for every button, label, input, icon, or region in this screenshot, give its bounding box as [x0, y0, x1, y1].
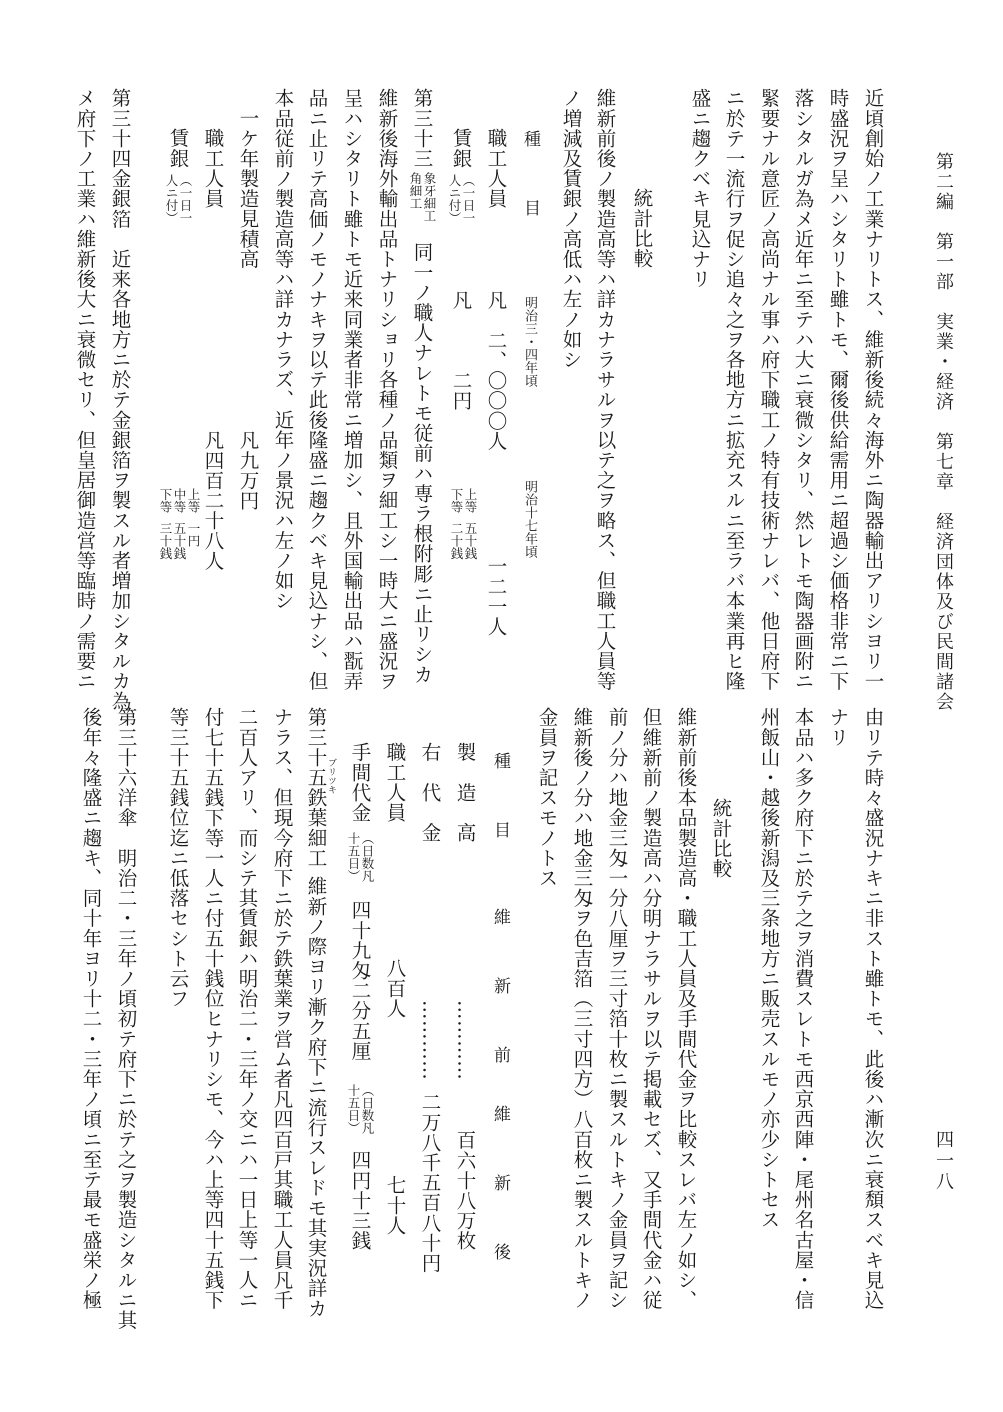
text-column: 但維新前ノ製造高ハ分明ナラサルヲ以テ掲載セズ、又手間代金ハ従 [639, 707, 663, 1310]
table-cell: 七十人 [383, 1175, 407, 1236]
table-cell: 二万八千五百八十円 [418, 1092, 442, 1273]
text-column: ナリ [826, 707, 850, 748]
text-column: 維新前後本品製造高・職工人員及手間代金ヲ比較スレバ左ノ如シ、 [674, 707, 698, 1310]
table-header-period: 維 新 前 [490, 908, 510, 1069]
text-column: 前ノ分ハ地金三匁一分八厘ヲ三寸箔十枚ニ製スルトキノ金員ヲ記シ [605, 707, 629, 1310]
text-column: 金員ヲ記スモノトス [535, 707, 559, 888]
table-cell: ………… [453, 1000, 477, 1081]
text-column: 近頃創始ノ工業ナリトス、維新後続々海外ニ陶器輸出アリシヨリ一 [861, 88, 885, 691]
table-header-item: 種 目 [520, 130, 540, 222]
section-number: 第三十五鉄葉細工 [304, 707, 328, 868]
text-column: 後年々隆盛ニ趨キ、同十年ヨリ十二・三年ノ頃ニ至テ最モ盛栄ノ極 [79, 707, 103, 1310]
table-row-label: 賃銀 [449, 128, 473, 169]
text-column: 品ニ止リテ高価ノモノナキヲ以テ此後隆盛ニ趨クベキ見込ナシ、但 [305, 88, 329, 691]
text-column: メ府下ノ工業ハ維新後大ニ衰微セリ、但皇居御造営等臨時ノ需要ニ [73, 88, 97, 691]
annotation-note: （一日一 人ニ付） [164, 174, 193, 224]
section-subtitle: 象牙細工 角細工 [408, 172, 437, 222]
table-header-item: 種 目 [490, 752, 510, 844]
table-cell: 百六十八万枚 [453, 1130, 477, 1251]
table-cell: 凡 二円 [449, 290, 473, 411]
grade-values: 五十銭 二十銭 [449, 522, 478, 560]
text-column: ナラス、但現今府下ニ於テ鉄葉業ヲ営ム者凡四百戸其職工人員凡千 [270, 707, 294, 1310]
table-cell: 凡 二、〇〇〇人 [484, 290, 508, 451]
table-row-label: 右 代 金 [418, 742, 442, 843]
table-row-label: 職工人員 [484, 128, 508, 209]
text-column: 本品ハ多ク府下ニ於テ之ヲ消費スレトモ西京西陣・尾州名古屋・信 [791, 707, 815, 1310]
text-column: 呈ハシタリト雖トモ近来同業者非常ニ増加シ、且外国輸出品ハ翫弄 [340, 88, 364, 691]
table-header-period: 明治十七年頃 [522, 480, 537, 558]
section-heading: 統計比較 [630, 188, 654, 269]
table-row-label: 手間代金 [348, 742, 372, 823]
ruby-reading: ブリツキ [326, 758, 336, 794]
page-number: 四一八 [933, 1130, 954, 1193]
text-column: 等三十五銭位迄ニ低落セシト云フ [166, 707, 190, 1009]
grade-labels: 上等 下等 [449, 488, 478, 513]
table-cell: 四円十三銭 [348, 1150, 372, 1251]
table-cell: 八百人 [383, 958, 407, 1019]
annotation-note: （一日一 人ニ付） [447, 174, 476, 224]
table-cell: ………… [418, 1000, 442, 1081]
text-column: 盛ニ趨クベキ見込ナリ [688, 88, 712, 289]
table-row-label: 職工人員 [383, 742, 407, 823]
text-column: 由リテ時々盛況ナキニ非スト雖トモ、此後ハ漸次ニ衰頽スベキ見込 [861, 707, 885, 1310]
row-label: 賃銀 [166, 128, 190, 169]
row-value: 凡四百二十八人 [201, 430, 225, 571]
text-column: 付七十五銭下等一人ニ付五十銭位ヒナリシモ、今ハ上等四十五銭下 [201, 707, 225, 1310]
text-column: 維新前後ノ製造高等ハ詳カナラサルヲ以テ之ヲ略ス、但職工人員等 [593, 88, 617, 691]
table-header-period: 明治三・四年頃 [522, 296, 537, 387]
running-header: 第二編 第一部 実業・経済 第七章 経済団体及び民間諸会 [933, 152, 954, 712]
text-column: 緊要ナル意匠ノ高尚ナル事ハ府下職工ノ特有技術ナレバ、他日府下 [757, 88, 781, 691]
text-column: 第三十六洋傘 明治二・三年ノ頃初テ府下ニ於テ之ヲ製造シタルニ其 [114, 707, 138, 1331]
row-label: 一ケ年製造見積高 [236, 108, 260, 269]
section-number: 第三十三 [410, 88, 434, 169]
text-column: 州飯山・越後新潟及三条地方ニ販売スルモノ亦少シトセス [757, 707, 781, 1230]
annotation-note: （日数凡 十五日） [346, 1084, 375, 1134]
text-column: 本品従前ノ製造高等ハ詳カナラズ、近年ノ景況ハ左ノ如シ [271, 88, 295, 611]
text-column: ニ於テ一流行ヲ促シ追々之ヲ各地方ニ拡充スルニ至ラバ本業再ヒ隆 [722, 88, 746, 691]
text-column: 維新後海外輸出品トナリショリ各種ノ品類ヲ細工シ一時大ニ盛況ヲ [375, 88, 399, 691]
annotation-note: （日数凡 十五日） [346, 832, 375, 882]
text-column: 時盛況ヲ呈ハシタリト雖トモ、爾後供給需用ニ超過シ価格非常ニ下 [826, 88, 850, 691]
text-column: 落シタルガ為メ近年ニ至テハ大ニ衰微シタリ、然レトモ陶器画附ニ [791, 88, 815, 691]
table-cell: 一二一人 [484, 556, 508, 637]
table-header-period: 維 新 後 [490, 1105, 510, 1266]
text-column: ノ増減及賃銀ノ高低ハ左ノ如シ [559, 88, 583, 370]
section-heading: 統計比較 [709, 798, 733, 879]
text-column: 同一ノ職人ナレトモ従前ハ専ラ根附彫ニ止リシカ [410, 242, 434, 685]
row-value: 凡九万円 [236, 430, 260, 511]
text-column: 第三十四金銀箔 近来各地方ニ於テ金銀箔ヲ製スル者増加シタルカ為 [108, 88, 132, 712]
table-row-label: 製 造 高 [453, 742, 477, 843]
table-cell: 四十九匁二分五厘 [348, 900, 372, 1061]
grade-values: 一円 五十銭 三十銭 [158, 522, 201, 560]
text-column: 二百人アリ、而シテ其賃銀ハ明治二・三年ノ交ニハ一日上等一人ニ [235, 707, 259, 1310]
text-column: 維新ノ際ヨリ漸ク府下ニ流行スレドモ其実況詳カ [304, 876, 328, 1319]
row-label: 職工人員 [201, 128, 225, 209]
grade-labels: 上等 中等 下等 [158, 488, 201, 513]
text-column: 維新後ノ分ハ地金三匁ヲ色吉箔（三寸四方）八百枚ニ製スルトキノ [570, 707, 594, 1310]
